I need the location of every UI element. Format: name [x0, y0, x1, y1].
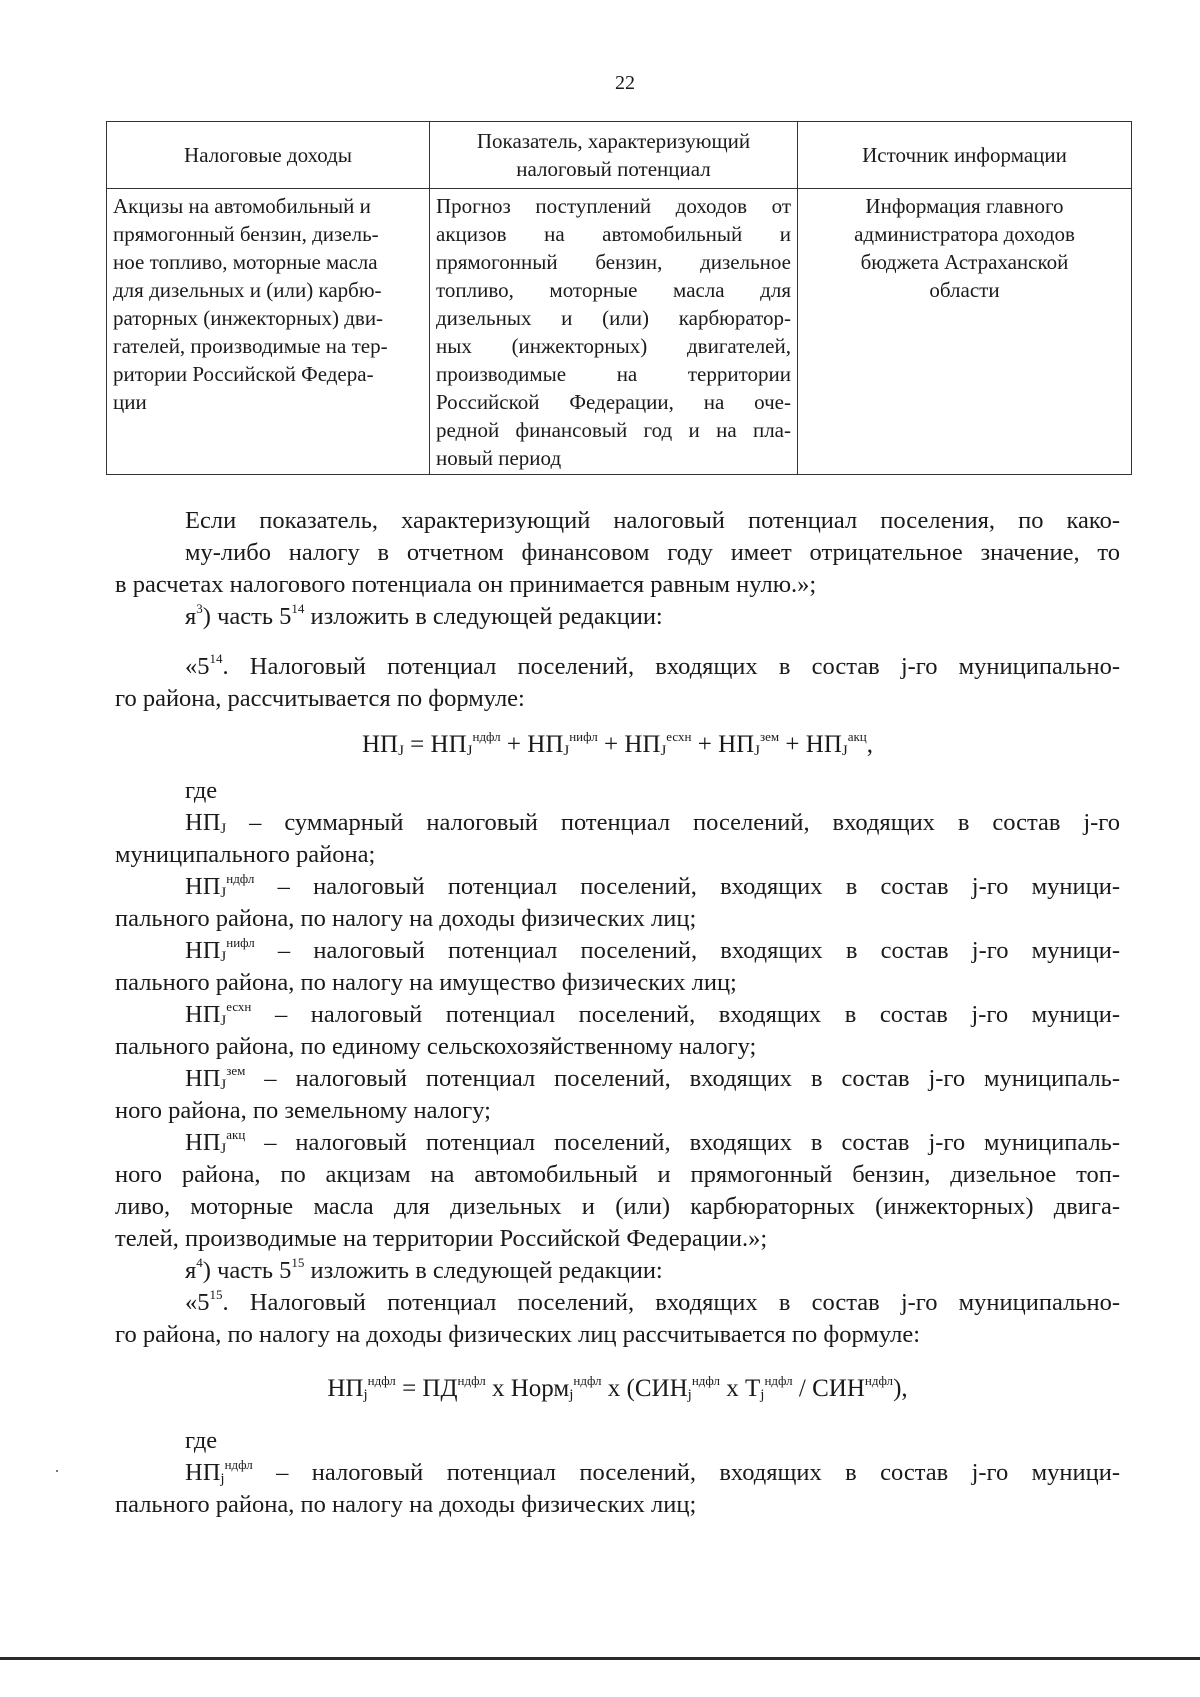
text-fragment: «5 [185, 1289, 210, 1316]
subscript: J [841, 743, 848, 759]
cell-line: акцизов на автомобильный и [436, 222, 791, 246]
paragraph-514 [115, 651, 1120, 683]
formula-symbol: НП [185, 873, 221, 900]
text-line: ливо, моторные масла для дизельных и (или) карбюраторных (инжекторных) двига- [115, 1193, 1120, 1220]
text-line: ного района, по акцизам на автомобильный и прямогонный бензин, дизельное топ- [115, 1161, 1120, 1188]
page-number: 22 [615, 72, 635, 94]
formula-symbol: НП [185, 1001, 221, 1028]
formula-operator: + [779, 731, 806, 758]
text-fragment: – суммарный налоговый потенциал поселений, входящих в состав j-го [226, 809, 1120, 836]
cell-line: ритории Российской Федера- [113, 362, 374, 386]
subscript: J [466, 743, 473, 759]
superscript: акц [847, 729, 867, 744]
formula-symbol: НП [185, 809, 221, 836]
cell-line: ции [113, 390, 147, 414]
formula-operator: + [597, 731, 625, 758]
text-fragment: «5 [185, 653, 210, 680]
text-line [115, 1063, 1120, 1095]
formula-np-ndfl [115, 1373, 1120, 1405]
superscript: есхн [226, 999, 252, 1014]
table-cell-tax-income [107, 189, 430, 475]
definition-np-zem [115, 1063, 1120, 1095]
table-header-row [107, 122, 1132, 189]
text-fragment: – налоговый потенциал поселений, входящих в состав j-го муниципаль- [245, 1065, 1120, 1092]
subscript: J [220, 885, 227, 901]
cell-line: новый период [436, 446, 562, 470]
table-header-source: Источник информации [798, 122, 1132, 189]
text-fragment: – налоговый потенциал поселений, входящих в состав j-го муници- [254, 873, 1120, 900]
cell-line: администратора доходов [854, 222, 1075, 246]
formula-symbol: Т [745, 1375, 761, 1402]
text-fragment: – налоговый потенциал поселений, входящих в состав j-го муници- [251, 1001, 1120, 1028]
superscript: 4 [196, 1255, 203, 1270]
superscript: зем [226, 1063, 246, 1078]
table-header-indicator: Показатель, характеризующий налоговый потенциал [430, 122, 798, 189]
formula-symbol: НП [430, 731, 467, 758]
superscript: нифл [226, 935, 255, 950]
cell-line: ное топливо, моторные масла [113, 250, 378, 274]
formula-symbol: НП [185, 1459, 221, 1486]
cell-line: прямогонный бензин, дизельное [436, 250, 791, 274]
formula-operator: , [866, 731, 874, 758]
subscript: j [220, 1471, 225, 1487]
table-cell-source [798, 189, 1132, 475]
text-fragment: . Налоговый потенциал поселений, входящих в состав j-го муниципально- [222, 1289, 1120, 1316]
table-header-tax-income: Налоговые доходы [107, 122, 430, 189]
item-letter: я [185, 1257, 197, 1284]
text-line [115, 935, 1120, 967]
superscript: ндфл [691, 1373, 721, 1388]
definition-cont: пального района, по налогу на доходы физических лиц; [115, 905, 697, 932]
cell-line: топливо, моторные масла для [436, 278, 791, 302]
text-line [115, 871, 1120, 903]
superscript: зем [760, 729, 780, 744]
definition-cont: муниципального района; [115, 841, 376, 868]
text-line: в расчетах налогового потенциала он принимается равным нулю.»; [115, 571, 817, 598]
superscript: есхн [666, 729, 692, 744]
superscript: ндфл [864, 1373, 894, 1388]
document-body [115, 505, 1120, 1521]
text-line: го района, рассчитывается по формуле: [115, 685, 525, 712]
item-ya4 [115, 1255, 1120, 1287]
formula-operator: ), [893, 1375, 908, 1402]
formula-symbol: НП [185, 1065, 221, 1092]
paragraph-515 [115, 1287, 1120, 1319]
cell-line: бюджета Астраханской [860, 250, 1069, 274]
cell-line: дизельных и (или) карбюратор- [436, 306, 791, 330]
superscript: 15 [209, 1287, 223, 1302]
cell-line: редной финансовый год и на пла- [436, 418, 791, 442]
definition-cont: пального района, по налогу на имущество физических лиц; [115, 969, 737, 996]
formula-operator: + [691, 731, 719, 758]
table-row [107, 189, 1132, 475]
formula-symbol: НП [805, 731, 842, 758]
cell-line: прямогонный бензин, дизель- [113, 222, 379, 246]
definition-cont: пального района, по налогу на доходы физических лиц; [115, 1491, 697, 1518]
table-cell-indicator [430, 189, 798, 475]
where-label: где [185, 1427, 218, 1454]
superscript: 14 [209, 651, 223, 666]
superscript: акц [226, 1127, 246, 1142]
formula-symbol: НП [718, 731, 755, 758]
formula-symbol: СИН [812, 1375, 865, 1402]
subscript: J [563, 743, 570, 759]
superscript: ндфл [367, 1373, 396, 1388]
text-line [115, 1127, 1120, 1159]
formula-symbol: НП [361, 731, 399, 758]
superscript: ндфл [573, 1373, 602, 1388]
text-line [115, 1287, 1120, 1319]
definition-np-ndfl-j [115, 1457, 1120, 1489]
superscript: 15 [291, 1255, 305, 1270]
superscript: ндфл [224, 1457, 253, 1472]
where-label: где [185, 777, 218, 804]
definition-cont: пального района, по единому сельскохозяйственному налогу; [115, 1033, 757, 1060]
formula-operator: / [792, 1375, 813, 1402]
text-fragment: ) часть 5 [202, 603, 292, 630]
text-line [115, 999, 1120, 1031]
cell-line: Акцизы на автомобильный и [113, 194, 371, 218]
subscript: j [760, 1387, 765, 1403]
formula-operator: x [485, 1375, 511, 1402]
superscript: ндфл [457, 1373, 486, 1388]
paragraph-negative-value [115, 505, 1120, 601]
subscript: J [660, 743, 667, 759]
definition-np-eskhn [115, 999, 1120, 1031]
subscript: J [220, 1013, 227, 1029]
text-line [115, 807, 1120, 839]
cell-line: Информация главного [865, 194, 1064, 218]
formula-symbol: ПД [422, 1375, 458, 1402]
subscript: J [398, 743, 404, 759]
text-line [115, 651, 1120, 683]
formula-symbol: НП [185, 937, 221, 964]
formula-symbol: Норм [510, 1375, 570, 1402]
superscript: 14 [291, 601, 305, 616]
cell-line: гателей, производимые на тер- [113, 334, 388, 358]
formula-np-total [115, 729, 1120, 761]
tax-table [106, 121, 1132, 475]
text-fragment: ) часть 5 [202, 1257, 292, 1284]
scan-speck [56, 1470, 58, 1472]
cell-line: производимые на территории [436, 362, 791, 386]
subscript: j [363, 1387, 368, 1403]
text-fragment: изложить в следующей редакции: [304, 603, 663, 630]
text-fragment: – налоговый потенциал поселений, входящих в состав j-го муници- [252, 1459, 1120, 1486]
cell-line: ных (инжекторных) двигателей, [436, 334, 791, 358]
formula-operator: x ( [601, 1375, 635, 1402]
formula-operator: = [395, 1375, 423, 1402]
formula-operator: = [403, 731, 431, 758]
formula-symbol: НП [527, 731, 564, 758]
text-line: телей, производимые на территории Российской Федерации.»; [115, 1225, 768, 1252]
item-letter: я [185, 603, 197, 630]
subscript: J [754, 743, 761, 759]
definition-np-akc [115, 1127, 1120, 1159]
superscript: ндфл [226, 871, 255, 886]
paragraph-515-cont: го района, по налогу на доходы физических лиц рассчитывается по формуле: [115, 1321, 920, 1348]
cell-line: для дизельных и (или) карбю- [113, 278, 382, 302]
subscript: J [220, 1077, 227, 1093]
subscript: J [220, 1141, 227, 1157]
text-fragment: – налоговый потенциал поселений, входящих в состав j-го муниципаль- [245, 1129, 1120, 1156]
formula-operator: + [500, 731, 528, 758]
subscript: J [220, 949, 227, 965]
definition-np-total [115, 807, 1120, 839]
definition-np-nifl [115, 935, 1120, 967]
cell-line: области [929, 278, 1000, 302]
superscript: ндфл [764, 1373, 793, 1388]
text-fragment: . Налоговый потенциал поселений, входящих в состав j-го муниципально- [222, 653, 1120, 680]
text-fragment: изложить в следующей редакции: [304, 1257, 663, 1284]
definition-cont [115, 1159, 1120, 1255]
text-line [115, 1457, 1120, 1489]
text-line: Если показатель, характеризующий налоговый потенциал поселения, по како- [185, 507, 1120, 534]
superscript: ндфл [472, 729, 501, 744]
cell-line: Прогноз поступлений доходов от [436, 194, 791, 218]
definition-np-ndfl [115, 871, 1120, 903]
cell-line: раторных (инжекторных) дви- [113, 306, 384, 330]
formula-symbol: НП [624, 731, 661, 758]
subscript: J [220, 821, 227, 837]
formula-symbol: НП [327, 1375, 364, 1402]
formula-symbol: НП [185, 1129, 221, 1156]
subscript: j [687, 1387, 692, 1403]
formula-symbol: СИН [634, 1375, 688, 1402]
paragraph-514-cont [115, 683, 1120, 715]
text-line: му-либо налогу в отчетном финансовом году имеет отрицательное значение, то [185, 539, 1120, 566]
cell-line: Российской Федерации, на оче- [436, 390, 791, 414]
text-fragment: – налоговый потенциал поселений, входящих в состав j-го муници- [254, 937, 1120, 964]
subscript: j [569, 1387, 574, 1403]
definition-cont: ного района, по земельному налогу; [115, 1097, 491, 1124]
formula-operator: x [720, 1375, 746, 1402]
superscript: 3 [196, 601, 203, 616]
item-ya3 [115, 601, 1120, 633]
superscript: нифл [569, 729, 598, 744]
page-bottom-rule [0, 1657, 1200, 1660]
